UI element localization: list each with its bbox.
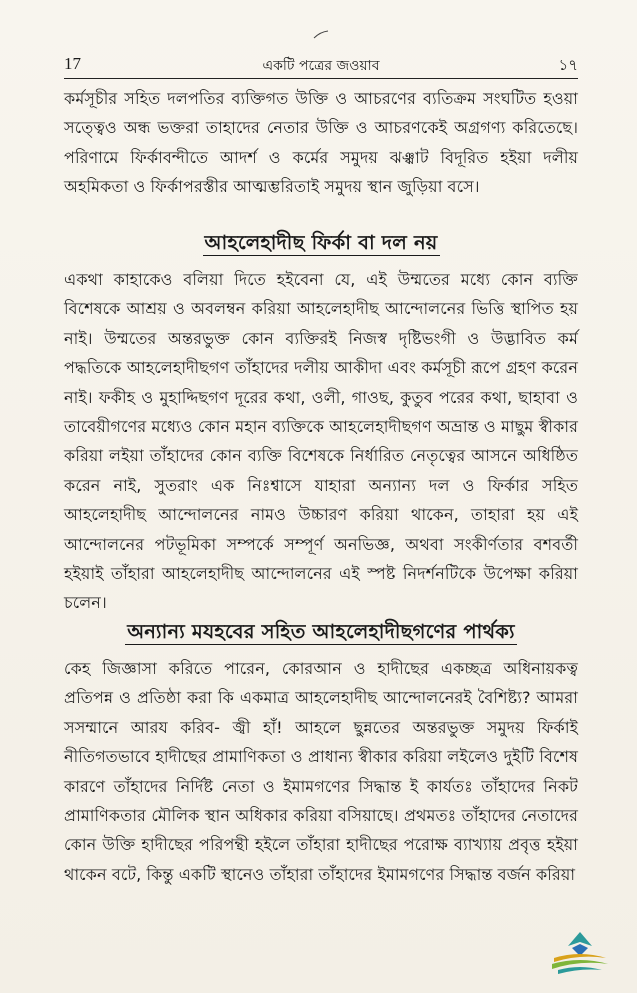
paragraph-3: কেহ জিজ্ঞাসা করিতে পারেন, কোরআন ও হাদীছের একচ্ছত্র অধিনায়কত্ব প্রতিপন্ন ও প্রতিষ্ঠা করা কি একমাত্র আহলেহাদীছ আন্দোলনেরই বৈশিষ্ট্য? আমরা সসম্মানে আরয করিব- জ্বী হাঁ! আহলে ছুন্নতের অন্তরভুক্ত সমুদয় ফির্কাই নীতিগতভাবে হাদীছের প্রামাণিকতা ও প্রাধান্য স্বীকার করিয়া লইলেও দুইটি বিশেষ কারণে তাঁহাদের নির্দিষ্ট নেতা ও ইমামগণের সিদ্ধান্ত ই কার্যতঃ তাঁহাদের নিকট প্রামাণিকতার মৌলিক স্থান অধিকার করিয়া বসিয়াছে। প্রথমতঃ তাঁহাদের নেতাদের কোন উক্তি হাদীছের পরিপন্থী হইলে তাঁহারা হাদীছের পরোক্ষ ব্যাখ্যায় প্রবৃত্ত হইয়া থাকেন বটে, কিন্তু একটি স্থানেও তাঁহারা তাঁহাদের ইমামগণের সিদ্ধান্ত বর্জন করিয়া xyxy=(64,659,578,884)
header-rule xyxy=(64,78,578,79)
paragraph-2: একথা কাহাকেও বলিয়া দিতে হইবেনা যে, এই উম্মতের মধ্যে কোন ব্যক্তি বিশেষকে আশ্রয় ও অবলম্বন করিয়া আহলেহাদীছ আন্দোলনের ভিত্তি স্থাপিত হয় নাই। উম্মতের অন্তরভুক্ত কোন ব্যক্তিরই নিজস্ব দৃষ্টিভংগী ও উদ্ভাবিত কর্ম পদ্ধতিকে আহলেহাদীছগণ তাঁহাদের দলীয় আকীদা এবং কর্মসূচী রূপে গ্রহণ করেন নাই। ফকীহ ও মুহাদ্দিছগণ দূরের কথা, ওলী, গাওছ, কুতুব পরের কথা, ছাহাবা ও তাবেয়ীগণের মধ্যেও কোন মহান ব্যক্তিকে আহলেহাদীছগণ অভ্রান্ত ও মাছুম স্বীকার করিয়া লইয়া তাঁহাদের কোন ব্যক্তি বিশেষকে নির্ধারিত নেতৃত্বের আসনে অধিষ্ঠিত করেন নাই, সুতরাং এক নিঃশ্বাসে যাহারা অন্যান্য দল ও ফির্কার সহিত আহলেহাদীছ আন্দোলনের নামও উচ্চারণ করিয়া থাকেন, তাহারা হয় এই আন্দোলনের পটভূমিকা সম্পর্কে সম্পূর্ণ অনভিজ্ঞ, অথবা সংকীর্ণতার বশবর্তী হইয়াই তাঁহারা আহলেহাদীছ আন্দোলনের এই স্পষ্ট নিদর্শনটিকে উপেক্ষা করিয়া চলেন। xyxy=(64,270,578,613)
section-heading-2 xyxy=(64,618,578,650)
paragraph-1: কর্মসূচীর সহিত দলপতির ব্যক্তিগত উক্তি ও আচরণের ব্যতিক্রম সংঘটিত হওয়া সত্ত্বেও অন্ধ ভক্তরা তাহাদের নেতার উক্তি ও আচরণকেই অগ্রগণ্য করিতেছে। পরিণামে ফির্কাবন্দীতে আদর্শ ও কর্মের সমুদয় ঝঞ্ঝাট বিদূরিত হইয়া দলীয় অহমিকতা ও ফির্কাপরস্তীর আত্মম্ভরিতাই সমুদয় স্থান জুড়িয়া বসে। xyxy=(64,89,578,197)
page-number-latin: 17 xyxy=(64,54,81,73)
running-header xyxy=(64,52,578,76)
running-title: একটি পত্রের জওয়াব xyxy=(262,58,380,74)
publisher-logo-icon xyxy=(548,928,612,978)
scan-mark-icon xyxy=(312,30,332,40)
section-heading-1 xyxy=(64,229,578,261)
page-number-bengali: ১৭ xyxy=(558,56,578,74)
section-heading-1-text: আহলেহাদীছ ফির্কা বা দল নয় xyxy=(204,231,438,254)
section-heading-2-text: অন্যান্য মযহবের সহিত আহলেহাদীছগণের পার্থক্য xyxy=(127,620,515,643)
